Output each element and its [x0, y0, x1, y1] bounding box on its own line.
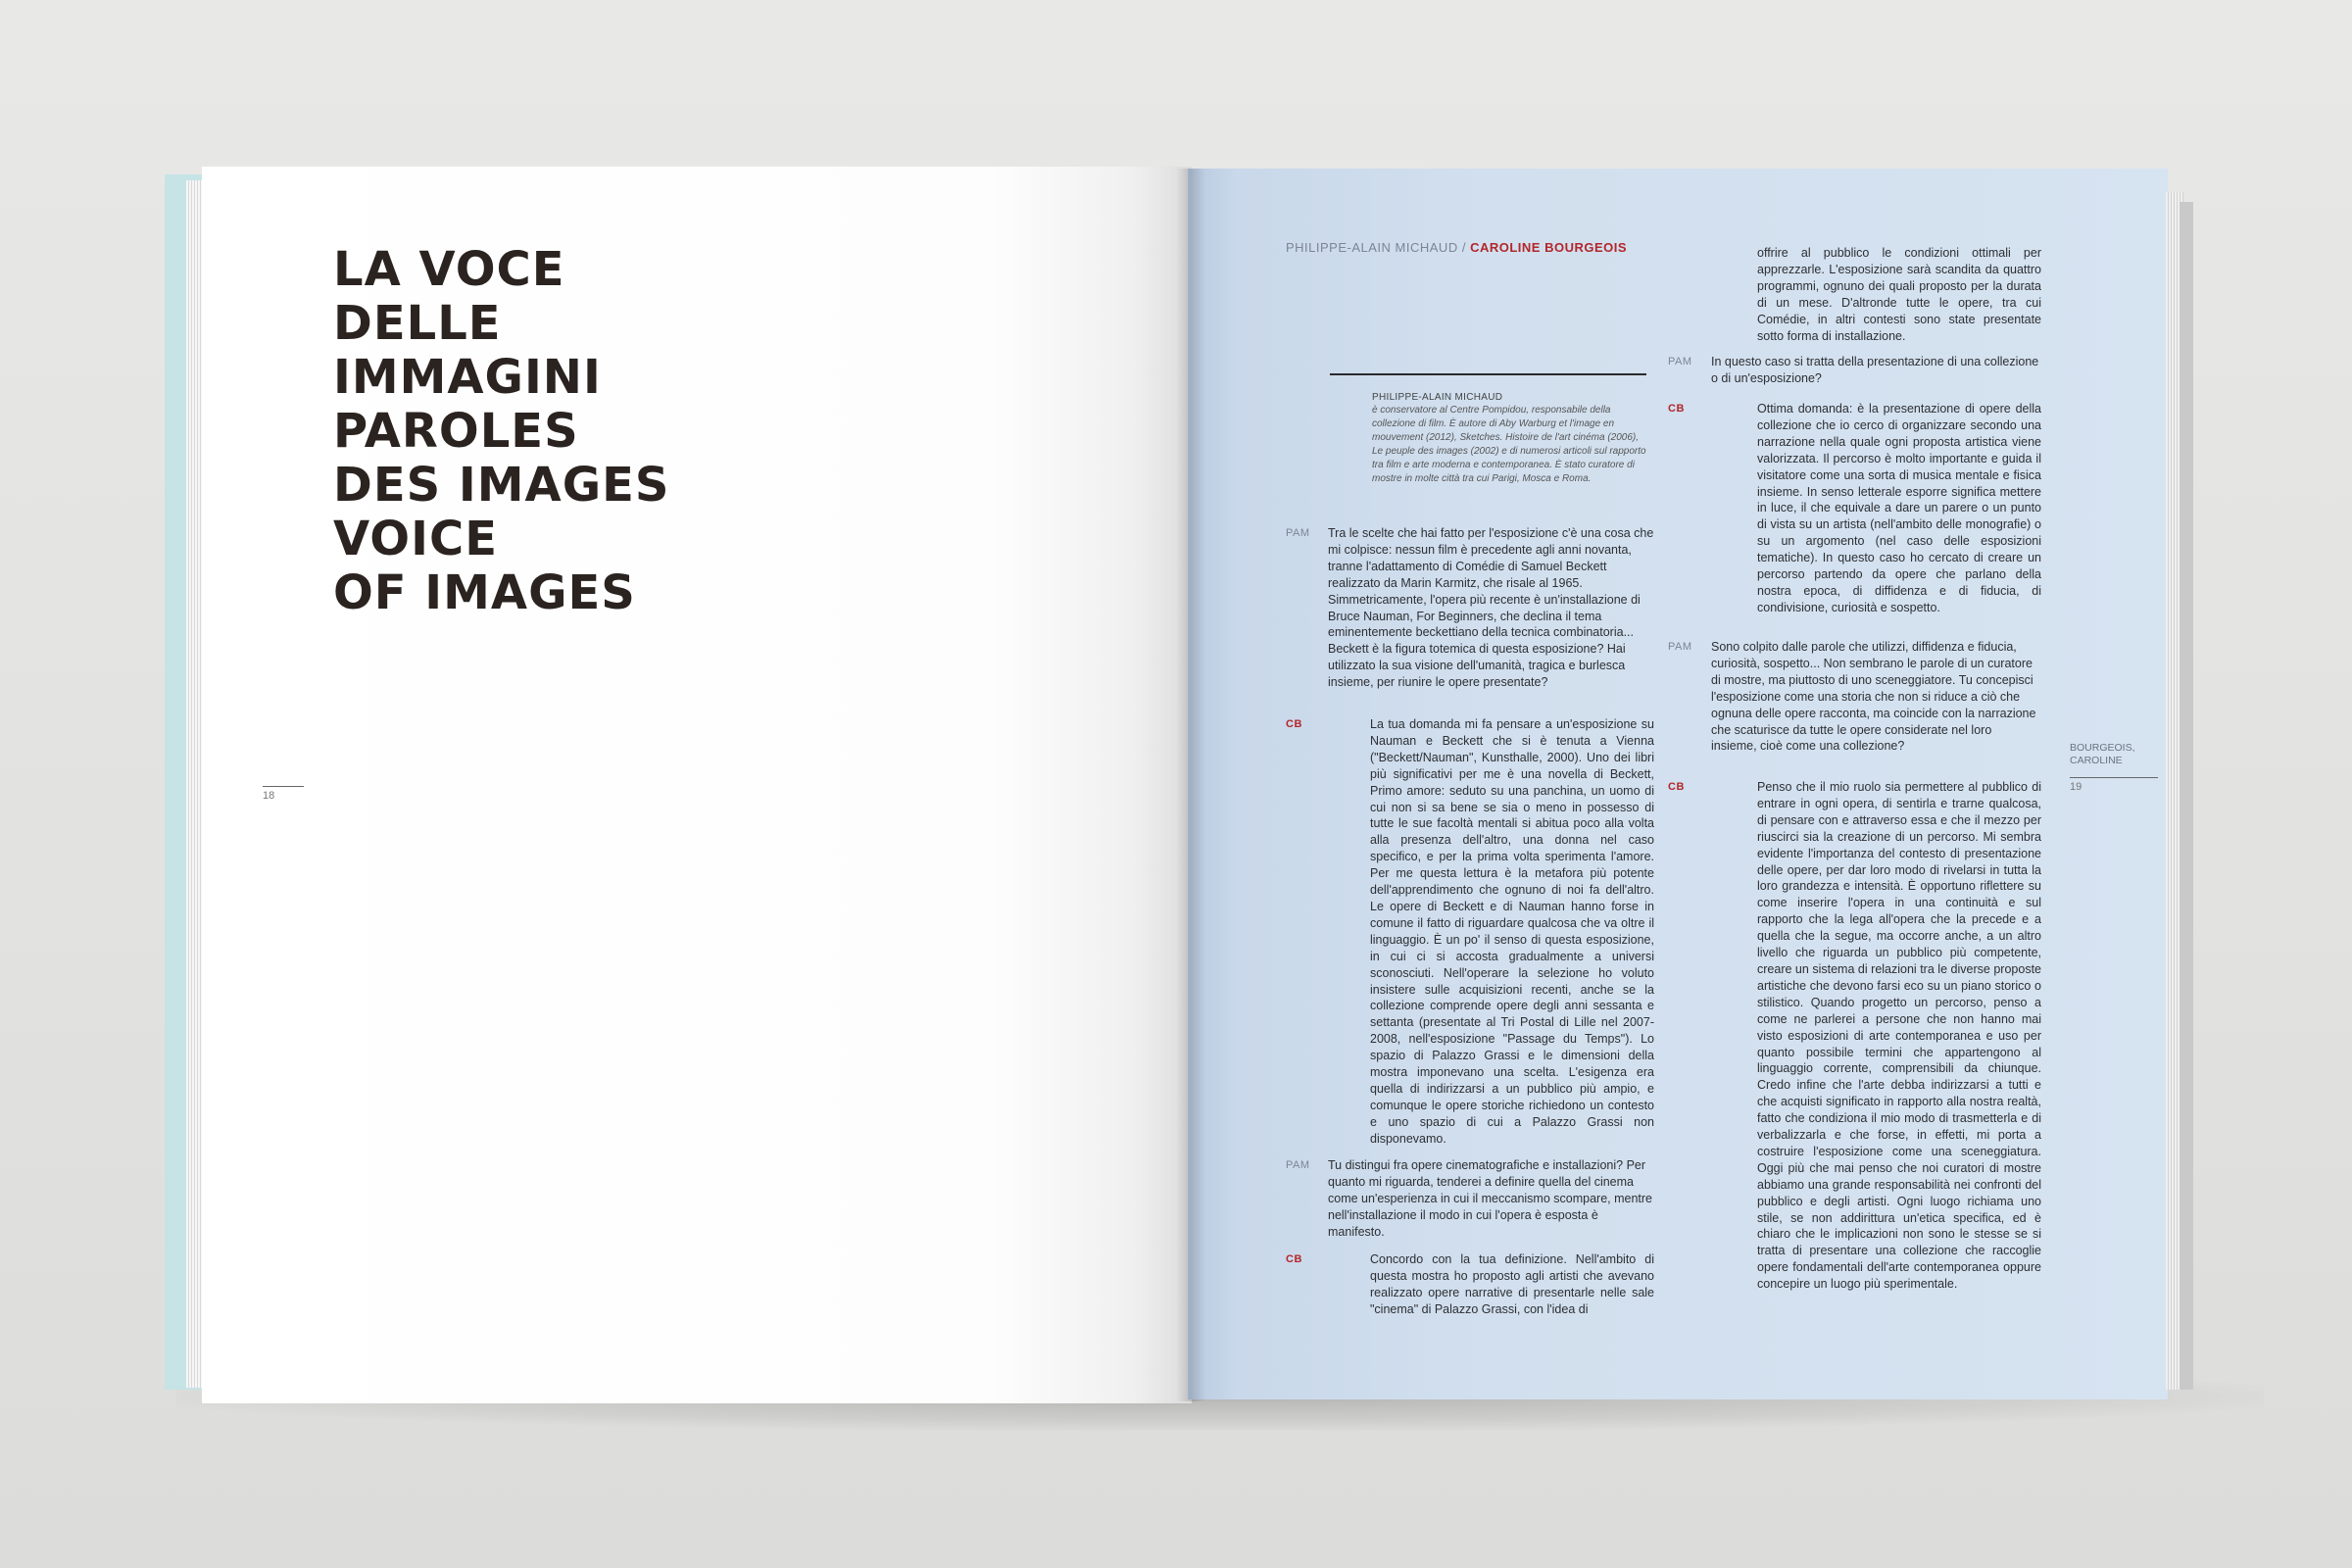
interview-paragraph: Tu distingui fra opere cinematografiche e installazioni? Per quanto mi riguarda, tenderei a definire quella del cinema come un'esperienza in cui il meccanismo scompare, mentre nell'installazione il modo in cui l'opera è esposta è manifesto.: [1328, 1158, 1652, 1239]
interview-paragraph: Ottima domanda: è la presentazione di opere della collezione che io cerco di organizzare secondo una narrazione nella quale ogni proposta artistica viene valorizzata. Il percorso è molto importante e guida il visitatore come una sorta di musica mentale e fisica insieme. In senso letterale esporre significa mettere in luce, il che equivale a dare un parere o un punto di vista su un artista (nell'ambito delle monografie) o su un argomento (nel caso delle esposizioni tematiche). In questo caso ho cercato di creare un percorso partendo da opere che parlano della nostra epoca, di diffidenza e di fiducia, di condivisione, curiosità e sospetto.: [1757, 402, 2041, 614]
running-head-line: CAROLINE: [2070, 755, 2123, 766]
speaker-label: PAM: [1286, 527, 1310, 539]
interview-paragraph: In questo caso si tratta della presentazione di una collezione o di un'esposizione?: [1711, 355, 2039, 385]
header-authors: [1286, 240, 1627, 255]
page-number-right: 19: [2070, 781, 2082, 793]
speaker-label: CB: [1668, 781, 1685, 793]
title-line: VOICE: [333, 512, 498, 566]
speaker-label: CB: [1668, 403, 1685, 415]
bio-text: è conservatore al Centre Pompidou, responsabile della collezione di film. È autore di Aby Warburg et l'image en mouvement (2012), Sketches. Histoire de l'art cinéma (2006), Le peuple des images (2002) e di numerosi articoli sul rapporto tra film e arte moderna e contemporanea. È stato curatore di mostre in molte città tra cui Parigi, Mosca e Roma.: [1372, 405, 1646, 484]
speaker-label: PAM: [1668, 641, 1692, 653]
interview-paragraph: Sono colpito dalle parole che utilizzi, diffidenza e fiducia, curiosità, sospetto... Non sembrano le parole di un curatore di mostre, ma piuttosto di uno sceneggiatore. Tu concepisci l'esposizione come una storia che non si riduce a ciò che ognuna delle opere racconta, ma coincide con la narrazione che scaturisce da tutte le opere considerate nel loro insieme, cioè come una collezione?: [1711, 640, 2036, 754]
title-line: PAROLES: [333, 404, 579, 459]
interview-paragraph: Penso che il mio ruolo sia permettere al pubblico di entrare in ogni opera, di sentirla e trarne qualcosa, di pensare con e attraverso essa e che il mezzo per riuscirci sia la creazione di un percorso. Mi sembra evidente l'importanza del contesto di presentazione delle opere, per dar loro modo di rivelarsi in tutta la loro grandezza e intensità. È opportuno riflettere su come inserire l'opera in una continuità e sul rapporto che la lega all'opera che la precede e a quella che la segue, ma occorre anche, a un altro livello che riguarda un pubblico più competente, creare un sistema di relazioni tra le diverse proposte artistiche che devono farsi eco su un piano storico o stilistico. Quando progetto un percorso, penso a come ne parlerei a persone che non hanno mai visto esposizioni di arte contemporanea e uso per quanto possibile termini che appartengono al linguaggio corrente, comprensibili da chiunque. Credo infine che l'arte debba indirizzarsi a tutti e che acquisti significato in rapporto alla nostra realtà, fatto che condiziona il mio modo di trasmetterla e di verbalizzarla e che forse, in effetti, mi porta a costruire l'esposizione come una sceneggiatura. Oggi più che mai penso che noi curatori di mostre abbiamo una grande responsabilità nei confronti del pubblico e degli artisti. Ogni luogo richiama uno stile, se non addirittura un'etica specifica, ed è chiaro che le implicazioni non sono le stesse se si tratta di presentare una collezione che raccoglie opere fondamentali dell'arte contemporanea oppure concepire un luogo più sperimentale.: [1757, 780, 2041, 1292]
title-line: DELLE: [333, 296, 502, 351]
bio-name: PHILIPPE-ALAIN MICHAUD: [1372, 392, 1503, 403]
speaker-label: CB: [1286, 718, 1302, 730]
title-line: IMMAGINI: [333, 350, 602, 405]
page-number-left: 18: [263, 790, 275, 802]
page-title: [333, 243, 804, 620]
header-author-2: CAROLINE BOURGEOIS: [1470, 240, 1628, 255]
bio-rule: [1330, 373, 1646, 375]
running-head-line: BOURGEOIS,: [2070, 742, 2135, 754]
running-head: [2070, 742, 2135, 767]
speaker-label: PAM: [1286, 1159, 1310, 1171]
speaker-label: PAM: [1668, 356, 1692, 368]
folio-rule-left: [263, 786, 304, 787]
book-cover-edge-right: [2180, 202, 2193, 1390]
interview-paragraph: La tua domanda mi fa pensare a un'esposizione su Nauman e Beckett che si è tenuta a Vienna ("Beckett/Nauman", Kunsthalle, 2000). Uno dei libri più significativi per me è una novella di Beckett, Primo amore: seduto su una panchina, un uomo di cui non si sa bene se sia o meno in possesso di tutte le sue facoltà mentali si abitua poco alla volta alla presenza dell'altro, una donna nel caso specifico, e per la prima volta sperimenta l'amore. Per me questa lettura è la metafora più potente dell'apprendimento che ognuno di noi fa dell'altro. Le opere di Beckett e di Nauman hanno forse in comune il fatto di riguardare qualcosa che va oltre il linguaggio. È un po' il senso di questa esposizione, in cui ci si accosta gradualmente a universi sconosciuti. Nell'operare la selezione ho voluto insistere sulle acquisizioni recenti, anche se la collezione comprende opere degli anni sessanta e settanta (presentate al Tri Postal di Lille nel 2007-2008, nell'esposizione "Passage du Temps"). Lo spazio di Palazzo Grassi e le dimensioni della mostra imponevano una scelta. L'esigenza era quella di indirizzarsi a un pubblico più ampio, e comunque le opere storiche richiedono un contesto e uno spazio di cui a Palazzo Grassi non disponevamo.: [1370, 717, 1654, 1146]
book-gutter: [1176, 169, 1205, 1401]
title-line: DES IMAGES: [333, 458, 670, 513]
header-separator: /: [1461, 240, 1466, 255]
title-line: OF IMAGES: [333, 565, 636, 620]
header-author-1: PHILIPPE-ALAIN MICHAUD: [1286, 240, 1458, 255]
interview-paragraph: offrire al pubblico le condizioni ottimali per apprezzarle. L'esposizione sarà scandita da quattro programmi, ognuno dei quali proposto per la durata di un mese. D'altronde tutte le opere, tra cui Comédie, in altri contesti sono state presentate sotto forma di installazione.: [1757, 246, 2041, 343]
interview-paragraph: Tra le scelte che hai fatto per l'esposizione c'è una cosa che mi colpisce: nessun film è precedente agli anni novanta, tranne l'adattamento di Comédie di Samuel Beckett realizzato da Marin Karmitz, che risale al 1965. Simmetricamente, l'opera più recente è un'installazione di Bruce Nauman, For Beginners, che declina il tema eminentemente beckettiano della tecnica combinatoria... Beckett è la figura totemica di questa esposizione? Hai utilizzato la sua visione dell'umanità, tragica e burlesca insieme, per riunire le opere presentate?: [1328, 526, 1654, 690]
folio-rule-right: [2070, 777, 2158, 778]
interview-paragraph: Concordo con la tua definizione. Nell'ambito di questa mostra ho proposto agli artisti che avevano realizzato opere narrative di presentarle nelle sale "cinema" di Palazzo Grassi, con l'idea di: [1370, 1252, 1654, 1316]
speaker-label: CB: [1286, 1253, 1302, 1265]
title-line: LA VOCE: [333, 242, 565, 297]
